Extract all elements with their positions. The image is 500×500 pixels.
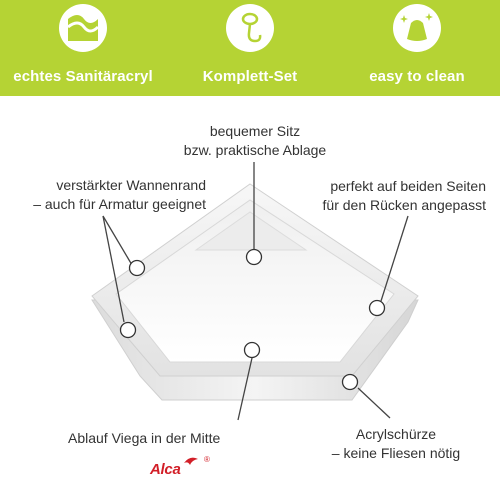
- alca-logo: [150, 455, 214, 483]
- rim-marker-lower: [121, 323, 136, 338]
- back-callout-line1: perfekt auf beiden Seiten: [330, 178, 486, 194]
- apron-callout-line1: Acrylschürze: [355, 426, 437, 442]
- rim-callout-line2: – auch für Armatur geeignet: [33, 196, 206, 212]
- back-callout-line2: für den Rücken angepasst: [322, 197, 486, 213]
- hand-shower-icon: [226, 4, 274, 52]
- feature-label: echtes Sanitäracryl: [13, 68, 153, 85]
- logo-text: Alca: [150, 461, 181, 478]
- apron-pointer: [358, 388, 390, 418]
- feature-acrylic: [0, 0, 166, 96]
- feature-easy-clean: [334, 0, 500, 96]
- seat-callout-line1: bequemer Sitz: [209, 123, 301, 139]
- feature-label: Komplett-Set: [202, 68, 298, 85]
- seat-callout: [155, 122, 355, 160]
- apron-callout-line2: – keine Fliesen nötig: [331, 445, 461, 461]
- drain-marker: [245, 343, 260, 358]
- logo-registered-mark: ®: [204, 455, 210, 464]
- rim-callout-line1: verstärkter Wannenrand: [56, 177, 206, 193]
- back-marker: [370, 301, 385, 316]
- apron-callout: [306, 425, 486, 463]
- cloth-sparkle-icon: [393, 4, 441, 52]
- seat-callout-line2: bzw. praktische Ablage: [183, 142, 327, 158]
- feature-complete-set: [167, 0, 333, 96]
- drain-callout: Ablauf Viega in der Mitte: [68, 430, 221, 446]
- logo-bird-mark: [184, 458, 198, 465]
- seat-marker: [247, 250, 262, 265]
- rim-callout: [6, 176, 206, 214]
- rim-marker-upper: [130, 261, 145, 276]
- feature-label: easy to clean: [369, 68, 465, 85]
- back-callout: [286, 177, 486, 215]
- wave-icon: [59, 4, 107, 52]
- feature-banner: [0, 0, 500, 96]
- apron-marker: [343, 375, 358, 390]
